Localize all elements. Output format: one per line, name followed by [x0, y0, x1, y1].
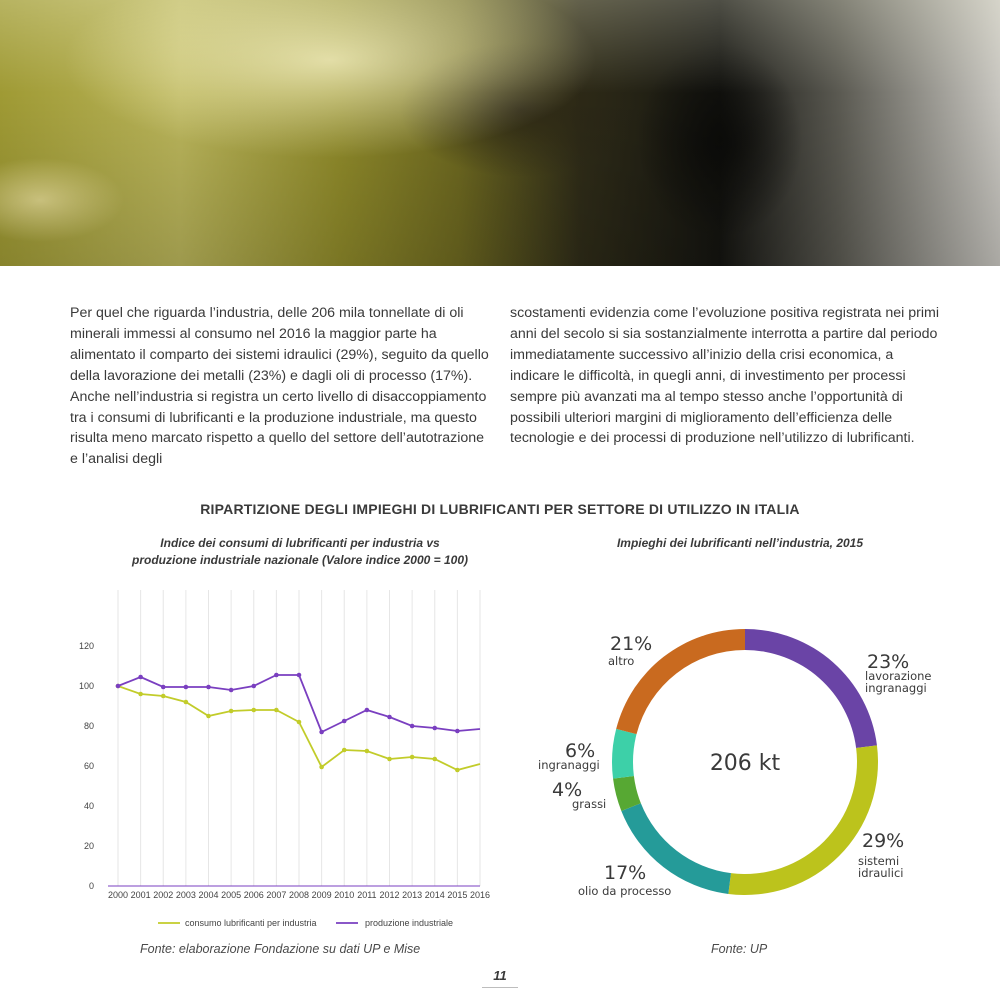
- line-chart-title: [90, 535, 510, 569]
- y-tick-label: 0: [88, 881, 94, 891]
- data-point: [297, 720, 302, 725]
- body-text-left: Per quel che riguarda l’industria, delle 206 mila tonnellate di oli minerali immessi al consumo nel 2016 la maggior parte ha alimentato il comparto dei sistemi idraulici (29%), seguito da quello della lavorazione dei metalli (23%) e dagli oli di processo (17%). Anche nell’industria si registra un certo livello di disaccoppiamento tra i consumi di lubrificanti e la produzione industriale, ma questo risulta meno marcato rispetto a quello del settore dell’autotrazione e l’analisi degli: [70, 305, 489, 468]
- data-point: [274, 708, 279, 713]
- data-point: [319, 765, 324, 770]
- donut-category-label: grassi: [572, 797, 607, 811]
- data-point: [410, 755, 415, 760]
- x-tick-label: 2016: [469, 890, 491, 900]
- donut-category-label: olio da processo: [578, 884, 672, 898]
- data-point: [138, 692, 143, 697]
- line-chart-title-line2: produzione industriale nazionale (Valore indice 2000 = 100): [132, 553, 468, 567]
- x-tick-label: 2004: [198, 890, 219, 900]
- x-tick-label: 2014: [424, 890, 445, 900]
- x-tick-label: 2006: [243, 890, 264, 900]
- data-point: [365, 708, 370, 713]
- donut-center-label: 206 kt: [709, 751, 781, 776]
- donut-category-label: idraulici: [858, 866, 904, 880]
- data-point: [410, 724, 415, 729]
- data-point: [206, 685, 211, 690]
- data-point: [342, 748, 347, 753]
- donut-slice-1: [745, 629, 877, 748]
- data-point: [432, 726, 437, 731]
- donut-pct-label: 6%: [565, 740, 596, 762]
- x-tick-label: 2010: [334, 890, 355, 900]
- x-tick-label: 2008: [288, 890, 310, 900]
- x-tick-label: 2007: [266, 890, 287, 900]
- donut-category-label: ingranaggi: [538, 758, 600, 772]
- line-chart-title-line1: Indice dei consumi di lubrificanti per industria vs: [160, 536, 440, 550]
- data-point: [387, 757, 392, 762]
- donut-pct-label: 4%: [552, 779, 583, 801]
- y-tick-label: 40: [83, 801, 94, 811]
- line-chart: [60, 580, 491, 940]
- section-title: RIPARTIZIONE DEGLI IMPIEGHI DI LUBRIFICANTI PER SETTORE DI UTILIZZO IN ITALIA: [200, 501, 800, 517]
- data-point: [365, 749, 370, 754]
- data-point: [274, 673, 279, 678]
- donut-category-label: ingranaggi: [865, 681, 927, 695]
- data-point: [319, 730, 324, 735]
- data-point: [229, 688, 234, 693]
- y-tick-label: 60: [83, 761, 94, 771]
- data-point: [161, 694, 166, 699]
- page-number-rule: [482, 987, 518, 988]
- data-point: [455, 768, 460, 773]
- donut-pct-label: 17%: [604, 862, 647, 884]
- data-point: [251, 708, 256, 713]
- x-tick-label: 2012: [379, 890, 400, 900]
- x-tick-label: 2000: [107, 890, 129, 900]
- data-point: [229, 709, 234, 714]
- x-tick-label: 2002: [153, 890, 174, 900]
- donut-category-label: altro: [608, 654, 635, 668]
- data-point: [138, 675, 143, 680]
- x-tick-label: 2009: [311, 890, 332, 900]
- x-tick-label: 2001: [130, 890, 151, 900]
- data-point: [432, 757, 437, 762]
- y-tick-label: 20: [83, 841, 94, 851]
- x-tick-label: 2013: [402, 890, 423, 900]
- donut-pct-label: 21%: [610, 633, 653, 655]
- data-point: [387, 715, 392, 720]
- legend-label-1: consumo lubrificanti per industria: [185, 918, 317, 928]
- y-tick-label: 100: [78, 681, 94, 691]
- data-point: [116, 684, 121, 689]
- x-tick-label: 2003: [175, 890, 196, 900]
- data-point: [161, 685, 166, 690]
- data-point: [206, 714, 211, 719]
- legend-label-2: produzione industriale: [365, 918, 454, 928]
- x-tick-label: 2011: [357, 890, 377, 900]
- donut-slice-5: [612, 729, 637, 779]
- donut-chart-title: Impieghi dei lubrificanti nell’industria, 2015: [616, 536, 864, 550]
- donut-chart-source: Fonte: UP: [711, 942, 768, 956]
- data-point: [455, 729, 460, 734]
- donut-pct-label: 23%: [867, 651, 910, 673]
- x-tick-label: 2015: [447, 890, 468, 900]
- y-tick-label: 80: [83, 721, 94, 731]
- data-point: [184, 700, 189, 705]
- donut-chart: [520, 590, 960, 930]
- data-point: [297, 673, 302, 678]
- donut-category-label: lavorazione: [865, 669, 932, 683]
- page-number: 11: [493, 968, 507, 983]
- y-tick-label: 120: [78, 641, 94, 651]
- data-point: [184, 685, 189, 690]
- hero-photo: [0, 0, 1000, 266]
- x-tick-label: 2005: [221, 890, 242, 900]
- donut-category-label: sistemi: [858, 854, 900, 868]
- data-point: [342, 719, 347, 724]
- data-point: [251, 684, 256, 689]
- line-chart-source: Fonte: elaborazione Fondazione su dati UP e Mise: [140, 942, 421, 956]
- donut-pct-label: 29%: [862, 830, 905, 852]
- body-text-right: scostamenti evidenzia come l’evoluzione positiva registrata nei primi anni del secolo si sia sostanzialmente interrotta a partire dal periodo immediatamente successivo all’inizio della crisi economica, a indicare le difficoltà, in quegli anni, di investimento per processi sempre più avanzati ma al tempo stesso anche l’opportunità di possibili ulteriori margini di miglioramento dell’efficienza delle tecnologie e dei processi di produzione nell’utilizzo di lubrificanti.: [510, 305, 939, 447]
